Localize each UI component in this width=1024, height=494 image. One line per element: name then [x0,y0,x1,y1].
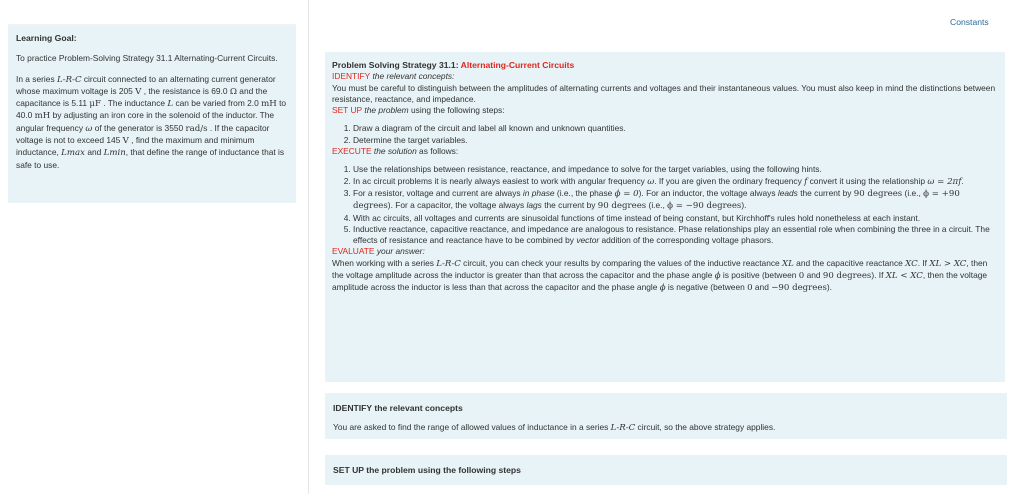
text-segment: is positive (between [720,270,799,281]
text-segment: using the following steps: [408,105,505,116]
math-expression: μF [89,99,101,110]
setup-part-title: SET UP the problem using the following steps [333,465,521,475]
text-segment: by adjusting an iron core in the solenoid of the inductor. The angular frequency [16,110,275,133]
identify-heading [332,71,998,82]
math-expression: XL < XC [885,271,923,282]
math-expression: 0 [798,271,805,282]
text-segment: SET UP [332,105,363,116]
math-expression: V [122,136,129,147]
math-expression: XL [782,258,794,269]
text-segment: In a series [16,73,57,84]
setup-heading [332,105,998,116]
text-segment: (i.e., [646,200,668,211]
text-segment: , that define the range of inductance that is safe to use. [16,147,285,170]
text-segment: . [961,175,964,186]
text-segment: leads [777,187,798,198]
text-segment: and [85,147,104,158]
step-item [353,176,998,188]
math-expression: V [135,86,142,97]
identify-part-text [333,422,999,434]
text-segment: Inductive reactance, capacitive reactance, and impedance are analogous to resistance. Phase relationships play an essential role when combining the three in a circuit. The effects of resistance and reactance have to be combined by [353,223,990,246]
execute-steps [332,164,998,246]
text-segment: . If the capacitor voltage is not to exceed 145 [16,122,270,146]
step-item [353,188,998,213]
text-segment: , the resistance is 69.0 [141,85,230,96]
text-segment: your answer: [374,246,425,257]
learning-goal-title: Learning Goal: [16,33,77,43]
text-segment: can be varied from 2.0 [173,98,262,109]
problem-statement [16,74,288,171]
math-expression: 90 degrees [597,201,647,212]
text-segment: . The inductance [100,98,168,109]
math-expression: mH [261,99,277,110]
text-segment: Determine the target variables. [353,134,468,145]
text-segment: in phase [522,187,555,198]
math-expression: ϕ = −90 degrees [667,201,742,212]
math-expression: ϕ = +90 degrees [353,188,960,212]
text-segment: EXECUTE [332,146,372,157]
setup-steps [332,123,998,146]
text-segment: , then the voltage amplitude across the inductor is less than that across the capacitor and the phase angle [332,270,988,293]
math-expression: f [804,176,808,187]
step-item [353,224,998,247]
math-expression: XL > XC [929,258,967,269]
math-expression: L-R-C [610,423,636,434]
math-expression: 90 degrees [853,188,903,199]
text-segment: (i.e., the phase [554,187,615,198]
panel-divider [308,0,309,494]
math-expression: ω [647,176,655,187]
text-segment: of the generator is 3550 [92,122,186,133]
step-item [353,164,998,175]
text-segment: the relevant concepts: [370,71,455,82]
learning-goal-panel [8,24,296,203]
text-segment: the current by [541,200,598,211]
identify-part-title: IDENTIFY the relevant concepts [333,403,463,413]
text-segment: You are asked to find the range of allowed values of inductance in a series [333,422,611,433]
setup-part-panel[interactable] [325,455,1007,485]
text-segment: the current by [797,187,854,198]
math-expression: XC [905,258,918,269]
text-segment: (i.e., [902,187,924,198]
math-expression: ϕ = 0 [614,188,639,199]
text-segment: ). For an inductor, the voltage always [638,187,778,198]
text-segment: lags [526,200,542,211]
math-expression: Ω [229,86,237,97]
text-segment: addition of the corresponding voltage phasors. [599,235,774,246]
execute-heading [332,146,998,157]
text-segment: the problem [362,105,409,116]
step-item [353,135,998,146]
text-segment: and [804,270,823,281]
text-segment: . If you are given the ordinary frequency [654,175,805,186]
math-expression: L [167,99,174,110]
constants-link[interactable]: Constants [950,17,989,27]
text-segment: In ac circuit problems it is nearly always easiest to work with angular frequency [353,175,648,186]
math-expression: −90 degrees [771,283,827,294]
text-segment: and the capacitive reactance [793,257,906,268]
text-segment: circuit, so the above strategy applies. [635,422,776,433]
text-segment: With ac circuits, all voltages and currents are sinusoidal functions of time instead of being constant, but Kirchhoff's rules hold nonetheless at each instant. [353,212,921,223]
text-segment: EVALUATE [332,246,375,257]
text-segment: , then the voltage amplitude across the inductor is greater than that across the capacitor and the phase angle [332,257,988,281]
text-segment: . If [917,257,930,268]
strategy-title-prefix: Problem Solving Strategy 31.1: [332,60,461,70]
evaluate-heading [332,246,998,257]
math-expression: ϕ [714,271,721,282]
text-segment: circuit, you can check your results by comparing the values of the inductive reactance [460,257,783,268]
math-expression: ω = 2πf [927,176,962,187]
math-expression: L-R-C [436,258,461,269]
text-segment: ). [741,200,747,211]
strategy-panel [325,52,1005,382]
strategy-title-highlight: Alternating-Current Circuits [460,60,575,70]
text-segment: to 40.0 [16,98,287,121]
text-segment: When working with a series [332,257,437,268]
text-segment: IDENTIFY [332,71,371,82]
math-expression: 90 degrees [822,271,872,282]
math-expression: L-R-C [56,74,82,85]
text-segment: ). For a capacitor, the voltage always [387,200,527,211]
text-segment: the solution [371,146,417,157]
math-expression: ϕ [659,283,666,294]
text-segment: and [752,282,772,293]
text-segment: For a resistor, voltage and current are always [353,187,523,198]
text-segment: and the capacitance is 5.11 [16,85,268,109]
text-segment: vector [576,235,600,246]
step-item [353,123,998,134]
text-segment: as follows: [416,146,459,157]
step-item [353,213,998,224]
text-segment: ). [826,282,832,293]
text-segment: is negative (between [665,282,748,293]
math-expression: 0 [747,283,753,294]
identify-text: You must be careful to distinguish between the amplitudes of alternating currents and voltages and their instantaneous values. You must also keep in mind the distinctions between resistance, reactance, and impedance. [332,82,996,104]
math-expression: Lmax [61,148,85,159]
text-segment: , find the maximum and minimum inductance, [16,135,255,158]
math-expression: mH [34,111,51,122]
strategy-title [332,60,998,71]
math-expression: ω [85,123,93,134]
text-segment: ). If [871,270,886,281]
text-segment: Use the relationships between resistance, reactance, and impedance to solve for the target variables, using the following hints. [353,164,822,175]
evaluate-text [332,258,998,295]
learning-goal-intro: To practice Problem-Solving Strategy 31.1 Alternating-Current Circuits. [16,53,278,64]
identify-part-panel [325,393,1007,439]
text-segment: convert it using the relationship [807,175,928,186]
math-expression: rad/s [185,123,208,134]
text-segment: circuit connected to an alternating current generator whose maximum voltage is 205 [16,73,276,96]
math-expression: Lmin [103,148,126,159]
text-segment: Draw a diagram of the circuit and label all known and unknown quantities. [353,123,626,134]
